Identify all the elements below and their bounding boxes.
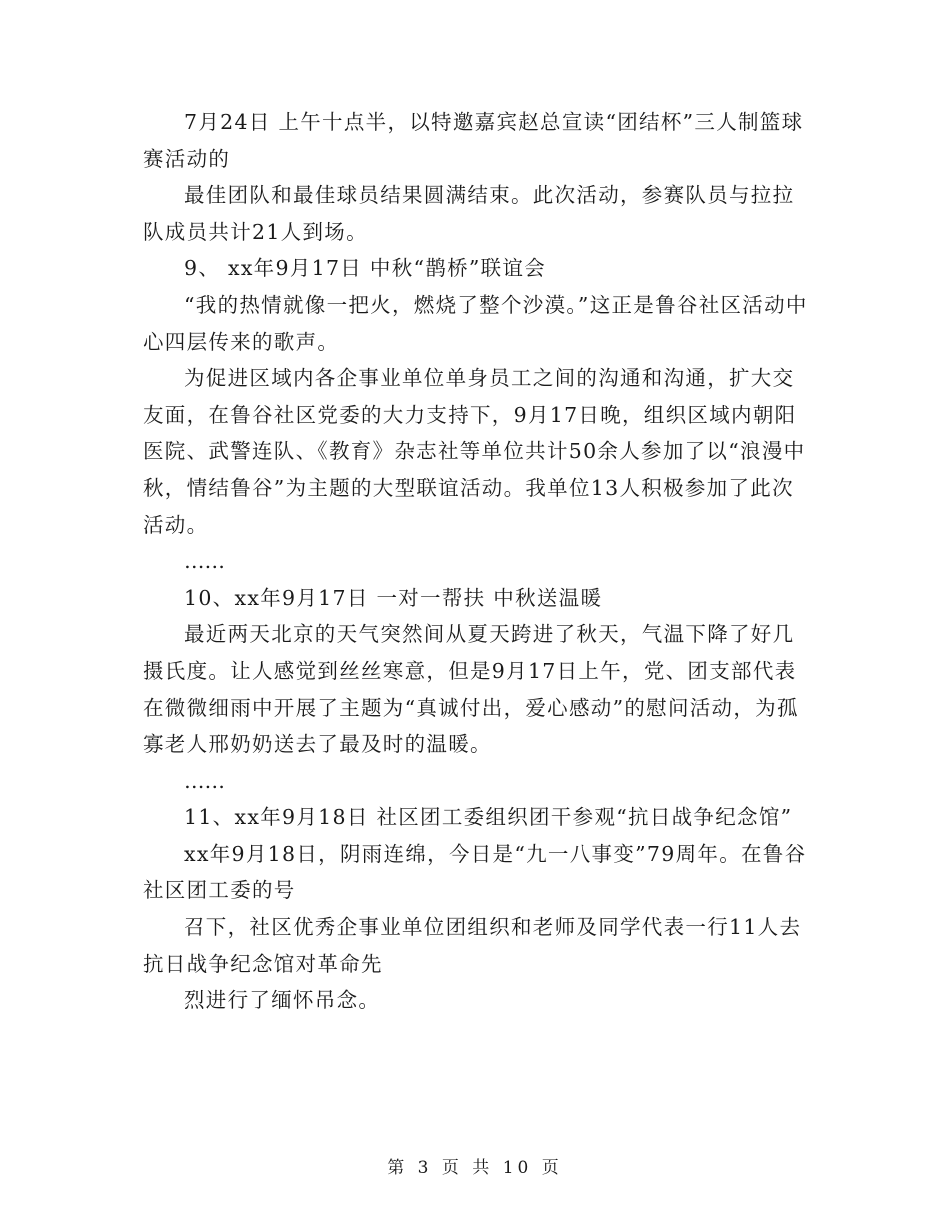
paragraph-5: 最近两天北京的天气突然间从夏天跨进了秋天，气温下降了好几摄氏度。让人感觉到丝丝寒意，但是9月17日上午，党、团支部代表在微微细雨中开展了主题为“真诚付出，爱心感动”的慰问活动，为孤寡老人邢奶奶送去了最及时的温暖。	[143, 622, 799, 757]
paragraph-3: “我的热情就像一把火，燃烧了整个沙漠。”这正是鲁谷社区活动中心四层传来的歌声。	[143, 292, 808, 354]
paragraph-2: 最佳团队和最佳球员结果圆满结束。此次活动，参赛队员与拉拉队成员共计21人到场。	[143, 183, 795, 244]
section-heading-11: 11、xx年9月18日 社区团工委组织团干参观“抗日战争纪念馆”	[184, 805, 793, 830]
section-heading-10: 10、xx年9月17日 一对一帮扶 中秋送温暖	[184, 585, 603, 610]
paragraph-4: 为促进区域内各企事业单位单身员工之间的沟通和沟通，扩大交友面，在鲁谷社区党委的大力支持下，9月17日晚，组织区域内朝阳医院、武警连队、《教育》杂志社等单位共计50余人参加了以“浪漫中秋，情结鲁谷”为主题的大型联谊活动。我单位13人积极参加了此次活动。	[143, 366, 806, 537]
ellipsis-2: ……	[184, 768, 225, 793]
document-body	[143, 104, 808, 1019]
paragraph-8: 烈进行了缅怀吊念。	[184, 988, 381, 1013]
ellipsis-1: ……	[184, 549, 225, 574]
paragraph-1: 7月24日 上午十点半，以特邀嘉宾赵总宣读“团结杯”三人制篮球赛活动的	[143, 110, 804, 171]
paragraph-7: 召下，社区优秀企事业单位团组织和老师及同学代表一行11人去抗日战争纪念馆对革命先	[143, 915, 802, 976]
page-number-footer: 第 3 页 共 10 页	[387, 1158, 563, 1178]
section-heading-9: 9、 xx年9月17日 中秋“鹊桥”联谊会	[184, 256, 547, 281]
paragraph-6: xx年9月18日，阴雨连绵，今日是“九一八事变”79周年。在鲁谷社区团工委的号	[143, 841, 807, 903]
